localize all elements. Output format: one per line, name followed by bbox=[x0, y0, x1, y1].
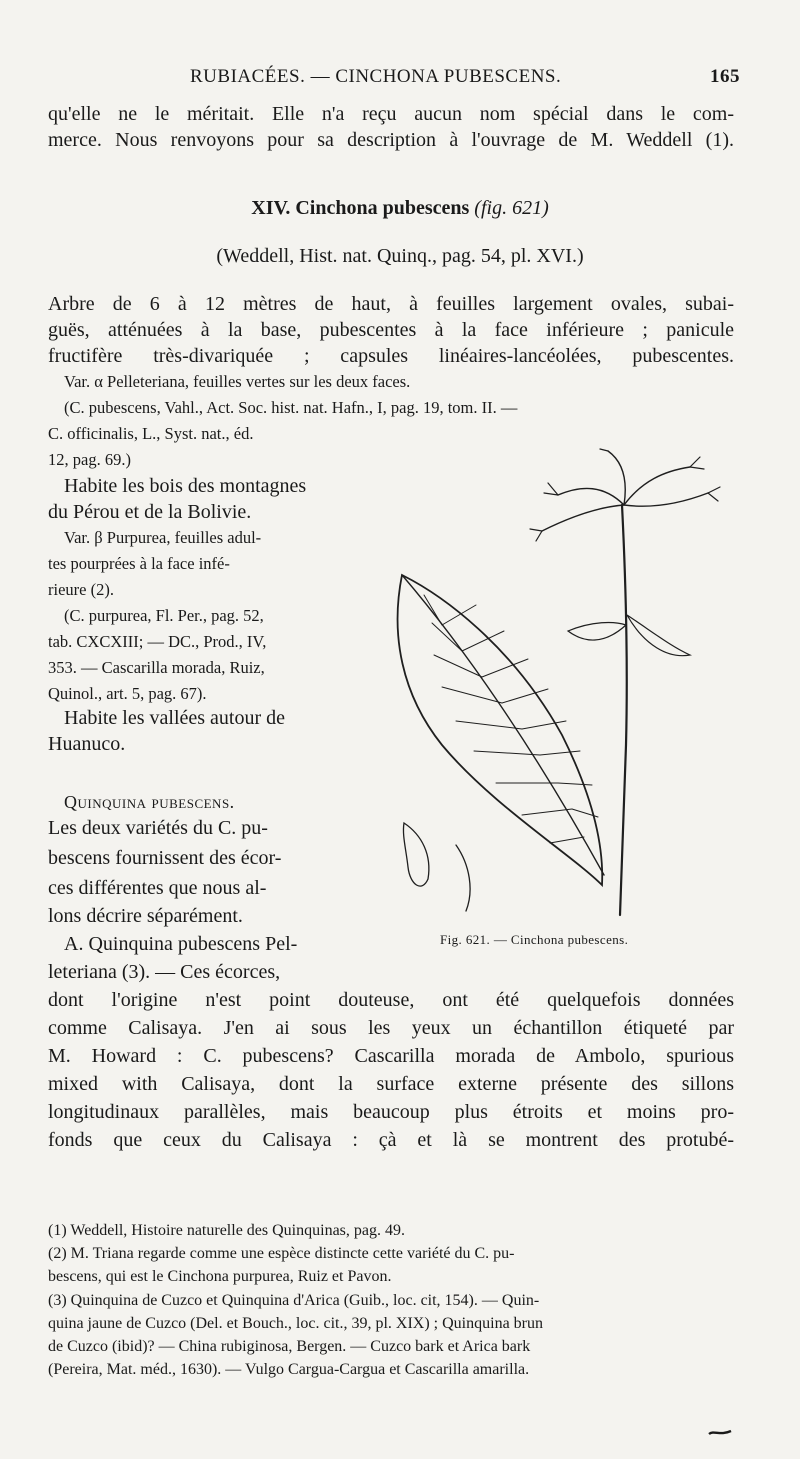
description-line: Arbre de 6 à 12 mètres de haut, à feuilles largement ovales, subai- bbox=[48, 293, 734, 315]
footnote-line: (Pereira, Mat. méd., 1630). — Vulgo Cargua-Cargua et Cascarilla amarilla. bbox=[48, 1361, 530, 1378]
quinquina-line: comme Calisaya. J'en ai sous les yeux un échantillon étiqueté par bbox=[48, 1017, 734, 1039]
variety-beta-line: Var. β Purpurea, feuilles adul- bbox=[64, 528, 262, 547]
variety-beta-line: rieure (2). bbox=[48, 580, 114, 599]
variety-alpha-line: 12, pag. 69.) bbox=[48, 450, 131, 469]
variety-beta-line: tes pourprées à la face infé- bbox=[48, 554, 230, 573]
footnote-line: (3) Quinquina de Cuzco et Quinquina d'Arica (Guib., loc. cit, 154). — Quin- bbox=[48, 1292, 540, 1309]
section-title bbox=[0, 196, 800, 220]
variety-alpha-line: C. officinalis, L., Syst. nat., éd. bbox=[48, 424, 254, 443]
variety-beta-line: tab. CXCXIII; — DC., Prod., IV, bbox=[48, 632, 267, 651]
variety-beta-line: Habite les vallées autour de bbox=[64, 707, 286, 729]
variety-alpha-line: du Pérou et de la Bolivie. bbox=[48, 501, 252, 523]
variety-beta-line: 353. — Cascarilla morada, Ruiz, bbox=[48, 658, 265, 677]
footnote-line: quina jaune de Cuzco (Del. et Bouch., loc. cit., 39, pl. XIX) ; Quinquina brun bbox=[48, 1315, 543, 1332]
footnote-line: de Cuzco (ibid)? — China rubiginosa, Bergen. — Cuzco bark et Arica bark bbox=[48, 1338, 531, 1355]
intro-line: merce. Nous renvoyons pour sa description à l'ouvrage de M. Weddell (1). bbox=[48, 129, 734, 151]
figure-caption: Fig. 621. — Cinchona pubescens. bbox=[440, 932, 629, 947]
quinquina-line: Les deux variétés du C. pu- bbox=[48, 817, 268, 839]
section-figure-ref: (fig. 621) bbox=[474, 197, 549, 219]
cinchona-illustration bbox=[372, 445, 734, 923]
running-title: RUBIACÉES. — CINCHONA PUBESCENS. bbox=[190, 66, 562, 87]
quinquina-line: bescens fournissent des écor- bbox=[48, 847, 282, 869]
running-header bbox=[48, 62, 740, 92]
quinquina-line: dont l'origine n'est point douteuse, ont été quelquefois données bbox=[48, 989, 734, 1011]
page-number: 165 bbox=[710, 66, 740, 87]
quinquina-line: M. Howard : C. pubescens? Cascarilla morada de Ambolo, spurious bbox=[48, 1045, 734, 1067]
variety-alpha-line: (C. pubescens, Vahl., Act. Soc. hist. nat. Hafn., I, pag. 19, tom. II. — bbox=[64, 398, 518, 417]
quinquina-line: mixed with Calisaya, dont la surface externe présente des sillons bbox=[48, 1073, 734, 1095]
intro-line: qu'elle ne le méritait. Elle n'a reçu aucun nom spécial dans le com- bbox=[48, 103, 734, 125]
section-species: Cinchona pubescens bbox=[295, 197, 470, 219]
quinquina-line: lons décrire séparément. bbox=[48, 905, 243, 927]
variety-beta-line: Quinol., art. 5, pag. 67). bbox=[48, 684, 207, 703]
quinquina-line: ces différentes que nous al- bbox=[48, 877, 267, 899]
footnote-line: bescens, qui est le Cinchona purpurea, Ruiz et Pavon. bbox=[48, 1268, 392, 1285]
description-line: guës, atténuées à la base, pubescentes à la face inférieure ; panicule bbox=[48, 319, 734, 341]
quinquina-line: longitudinaux parallèles, mais beaucoup plus étroits et moins pro- bbox=[48, 1101, 734, 1123]
description-line: fructifère très-divariquée ; capsules linéaires-lancéolées, pubescentes. bbox=[48, 345, 734, 367]
section-number: XIV. bbox=[251, 197, 291, 219]
section-reference: (Weddell, Hist. nat. Quinq., pag. 54, pl. XVI.) bbox=[216, 245, 584, 267]
footnote-line: (1) Weddell, Histoire naturelle des Quinquinas, pag. 49. bbox=[48, 1222, 405, 1239]
quinquina-line: leteriana (3). — Ces écorces, bbox=[48, 961, 281, 983]
footnote-line: (2) M. Triana regarde comme une espèce distincte cette variété du C. pu- bbox=[48, 1245, 515, 1262]
variety-beta-line: (C. purpurea, Fl. Per., pag. 52, bbox=[64, 606, 264, 625]
variety-alpha-line: Habite les bois des montagnes bbox=[64, 475, 307, 497]
variety-beta-line: Huanuco. bbox=[48, 733, 126, 755]
quinquina-heading: Quinquina pubescens. bbox=[64, 792, 235, 812]
printer-mark-icon bbox=[708, 1428, 732, 1438]
variety-alpha-line: Var. α Pelleteriana, feuilles vertes sur les deux faces. bbox=[64, 372, 411, 391]
quinquina-line: fonds que ceux du Calisaya : çà et là se montrent des protubé- bbox=[48, 1129, 734, 1151]
quinquina-line: A. Quinquina pubescens Pel- bbox=[64, 933, 298, 955]
